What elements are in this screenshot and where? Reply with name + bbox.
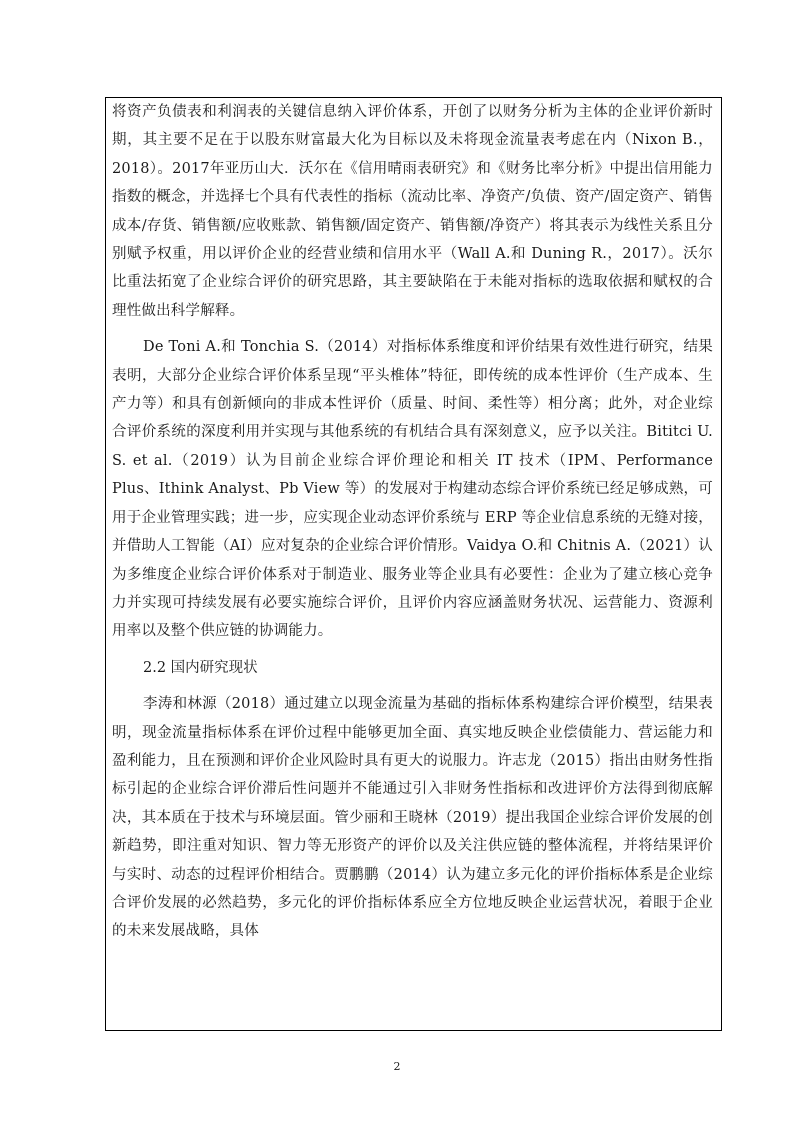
content-frame bbox=[105, 97, 722, 1031]
paragraph-foreign-studies: De Toni A.和 Tonchia S.（2014）对指标体系维度和评价结果有效性进行研究，结果表明，大部分企业综合评价体系呈现“平头椎体”特征，即传统的成本性评价（生产成本、生产力等）和具有创新倾向的非成本性评价（质量、时间、柔性等）相分离；此外，对企业综合评价系统的深度利用并实现与其他系统的有机结合具有深刻意义，应予以关注。Bititci U. S. et al.（2019）认为目前企业综合评价理论和相关 IT 技术（IPM、Performance Plus、Ithink Analyst、Pb View 等）的发展对于构建动态综合评价系统已经足够成熟，可用于企业管理实践；进一步，应实现企业动态评价系统与 ERP 等企业信息系统的无缝对接，并借助人工智能（AI）应对复杂的企业综合评价情形。Vaidya O.和 Chitnis A.（2021）认为多维度企业综合评价体系对于制造业、服务业等企业具有必要性：企业为了建立核心竞争力并实现可持续发展有必要实施综合评价，且评价内容应涵盖财务状况、运营能力、资源利用率以及整个供应链的协调能力。 bbox=[112, 339, 713, 640]
section-heading: 2.2 国内研究现状 bbox=[143, 659, 258, 676]
paragraph-domestic-studies: 李涛和林源（2018）通过建立以现金流量为基础的指标体系构建综合评价模型，结果表明，现金流量指标体系在评价过程中能够更加全面、真实地反映企业偿债能力、营运能力和盈利能力，且在预测和评价企业风险时具有更大的说服力。许志龙（2015）指出由财务性指标引起的企业综合评价滞后性问题并不能通过引入非财务性指标和改进评价方法得到彻底解决，其本质在于技术与环境层面。管少丽和王晓林（2019）提出我国企业综合评价发展的创新趋势，即注重对知识、智力等无形资产的评价以及关注供应链的整体流程，并将结果评价与实时、动态的过程评价相结合。贾鹏鹏（2014）认为建立多元化的评价指标体系是企业综合评价发展的必然趋势，多元化的评价指标体系应全方位地反映企业运营状况，着眼于企业的未来发展战略，具体 bbox=[112, 696, 713, 940]
paragraph-foreign-history: 将资产负债表和利润表的关键信息纳入评价体系，开创了以财务分析为主体的企业评价新时期，其主要不足在于以股东财富最大化为目标以及未将现金流量表考虑在内（Nixon B.，2018）。2017年亚历山大．沃尔在《信用晴雨表研究》和《财务比率分析》中提出信用能力指数的概念，并选择七个具有代表性的指标（流动比率、净资产/负债、资产/固定资产、销售成本/存货、销售额/应收账款、销售额/固定资产、销售额/净资产）将其表示为线性关系且分别赋予权重，用以评价企业的经营业绩和信用水平（Wall A.和 Duning R.，2017）。沃尔比重法拓宽了企业综合评价的研究思路，其主要缺陷在于未能对指标的选取依据和赋权的合理性做出科学解释。 bbox=[112, 104, 713, 319]
page-number: 2 bbox=[393, 1060, 401, 1073]
paragraph-gap bbox=[112, 325, 713, 333]
paragraph-gap bbox=[112, 646, 713, 654]
paragraph-gap bbox=[112, 682, 713, 690]
